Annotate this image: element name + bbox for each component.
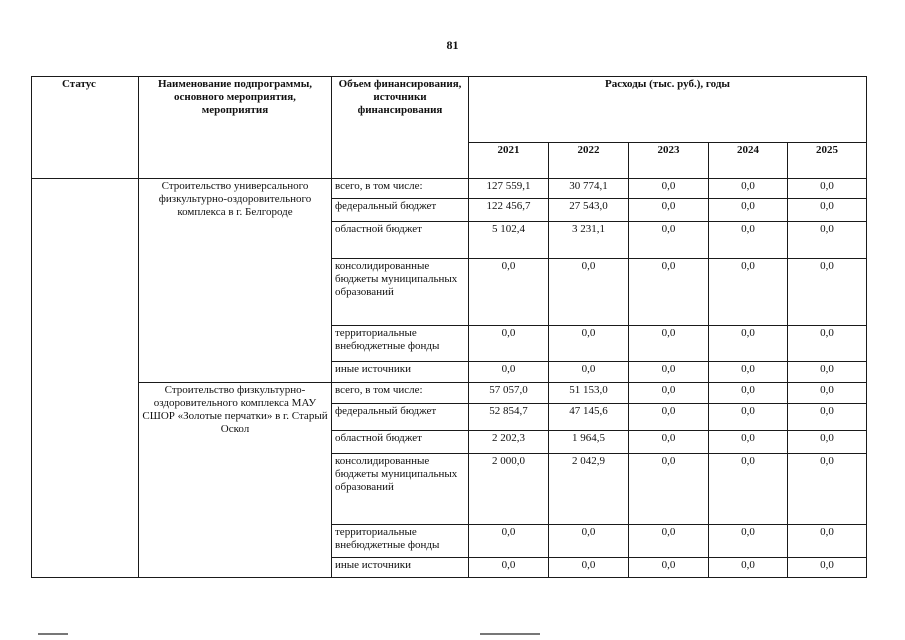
value-cell: 127 559,1	[469, 179, 549, 199]
table-row	[32, 383, 867, 404]
value-cell: 3 231,1	[549, 222, 629, 259]
source-cell: всего, в том числе:	[332, 383, 469, 404]
source-cell: всего, в том числе:	[332, 179, 469, 199]
value-cell: 0,0	[629, 558, 709, 578]
value-cell: 0,0	[788, 558, 867, 578]
source-cell: иные источники	[332, 558, 469, 578]
header-volume: Объем финансирования, источники финансирования	[332, 77, 469, 179]
value-cell: 0,0	[469, 326, 549, 362]
table-row	[32, 179, 867, 199]
value-cell: 0,0	[709, 404, 788, 431]
source-cell: федеральный бюджет	[332, 199, 469, 222]
source-cell: консолидированные бюджеты муниципальных образований	[332, 259, 469, 326]
value-cell: 0,0	[788, 259, 867, 326]
header-status: Статус	[32, 77, 139, 179]
value-cell: 0,0	[629, 362, 709, 383]
value-cell: 0,0	[629, 326, 709, 362]
value-cell: 0,0	[709, 558, 788, 578]
value-cell: 0,0	[629, 259, 709, 326]
value-cell: 27 543,0	[549, 199, 629, 222]
header-year: 2022	[549, 143, 629, 179]
source-cell: областной бюджет	[332, 222, 469, 259]
value-cell: 0,0	[788, 431, 867, 454]
header-name: Наименование подпрограммы, основного мероприятия, мероприятия	[139, 77, 332, 179]
page-number: 81	[446, 38, 459, 52]
value-cell: 0,0	[549, 525, 629, 558]
source-cell: федеральный бюджет	[332, 404, 469, 431]
header-year: 2023	[629, 143, 709, 179]
value-cell: 0,0	[629, 431, 709, 454]
value-cell: 0,0	[549, 362, 629, 383]
value-cell: 0,0	[549, 326, 629, 362]
source-cell: иные источники	[332, 362, 469, 383]
value-cell: 1 964,5	[549, 431, 629, 454]
value-cell: 2 000,0	[469, 454, 549, 525]
financing-table	[31, 76, 867, 578]
value-cell: 30 774,1	[549, 179, 629, 199]
value-cell: 0,0	[469, 362, 549, 383]
value-cell: 0,0	[788, 404, 867, 431]
scan-mark	[480, 633, 540, 635]
value-cell: 2 202,3	[469, 431, 549, 454]
value-cell: 51 153,0	[549, 383, 629, 404]
value-cell: 0,0	[788, 179, 867, 199]
source-cell: консолидированные бюджеты муниципальных образований	[332, 454, 469, 525]
value-cell: 0,0	[549, 558, 629, 578]
value-cell: 0,0	[629, 199, 709, 222]
value-cell: 0,0	[629, 525, 709, 558]
value-cell: 0,0	[709, 259, 788, 326]
value-cell: 0,0	[709, 199, 788, 222]
project-name-cell: Строительство универсального физкультурно-оздоровительного комплекса в г. Белгороде	[139, 179, 332, 383]
source-cell: территориальные внебюджетные фонды	[332, 525, 469, 558]
value-cell: 0,0	[709, 222, 788, 259]
value-cell: 0,0	[629, 404, 709, 431]
value-cell: 0,0	[788, 199, 867, 222]
value-cell: 0,0	[788, 525, 867, 558]
value-cell: 0,0	[629, 222, 709, 259]
value-cell: 0,0	[469, 259, 549, 326]
source-cell: областной бюджет	[332, 431, 469, 454]
value-cell: 0,0	[549, 259, 629, 326]
value-cell: 57 057,0	[469, 383, 549, 404]
status-cell	[32, 179, 139, 578]
value-cell: 52 854,7	[469, 404, 549, 431]
value-cell: 0,0	[469, 558, 549, 578]
value-cell: 0,0	[788, 326, 867, 362]
value-cell: 122 456,7	[469, 199, 549, 222]
value-cell: 47 145,6	[549, 404, 629, 431]
value-cell: 0,0	[709, 362, 788, 383]
value-cell: 0,0	[629, 179, 709, 199]
value-cell: 0,0	[709, 179, 788, 199]
value-cell: 0,0	[709, 454, 788, 525]
scan-mark	[38, 633, 68, 635]
value-cell: 0,0	[469, 525, 549, 558]
value-cell: 2 042,9	[549, 454, 629, 525]
header-expenses: Расходы (тыс. руб.), годы	[469, 77, 867, 143]
value-cell: 0,0	[709, 383, 788, 404]
header-year: 2024	[709, 143, 788, 179]
project-name-cell: Строительство физкультурно-оздоровительного комплекса МАУ СШОР «Золотые перчатки» в г. Старый Оскол	[139, 383, 332, 578]
value-cell: 0,0	[709, 525, 788, 558]
value-cell: 0,0	[788, 362, 867, 383]
source-cell: территориальные внебюджетные фонды	[332, 326, 469, 362]
header-year: 2025	[788, 143, 867, 179]
value-cell: 0,0	[788, 222, 867, 259]
value-cell: 5 102,4	[469, 222, 549, 259]
value-cell: 0,0	[709, 326, 788, 362]
value-cell: 0,0	[629, 454, 709, 525]
value-cell: 0,0	[709, 431, 788, 454]
value-cell: 0,0	[629, 383, 709, 404]
value-cell: 0,0	[788, 383, 867, 404]
value-cell: 0,0	[788, 454, 867, 525]
header-year: 2021	[469, 143, 549, 179]
